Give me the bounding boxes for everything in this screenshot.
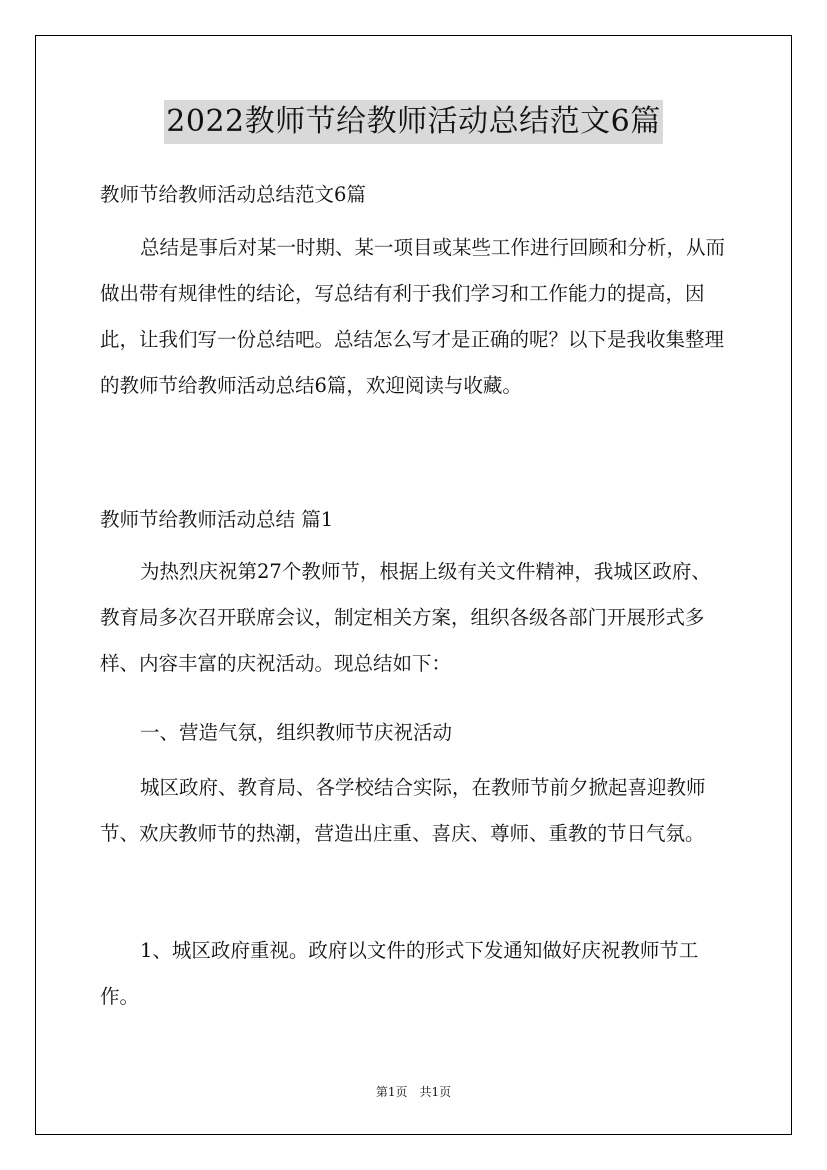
point-heading-1: 一、营造气氛，组织教师节庆祝活动: [140, 721, 453, 744]
page-footer: 第1页 共1页: [375, 1085, 452, 1099]
body-paragraph-2: 城区政府、教育局、各学校结合实际，在教师节前夕掀起喜迎教师节、欢庆教师节的热潮，营造出庄重、喜庆、尊师、重教的节日气氛。: [100, 776, 706, 845]
body-paragraph-1: 为热烈庆祝第27个教师节，根据上级有关文件精神，我城区政府、教育局多次召开联席会议，制定相关方案，组织各级各部门开展形式多样、内容丰富的庆祝活动。现总结如下：: [100, 560, 711, 675]
document-title: 2022教师节给教师活动总结范文6篇: [164, 100, 662, 144]
document-subtitle: 教师节给教师活动总结范文6篇: [100, 183, 366, 206]
intro-paragraph: 总结是事后对某一时期、某一项目或某些工作进行回顾和分析，从而做出带有规律性的结论，写总结有利于我们学习和工作能力的提高，因此，让我们写一份总结吧。总结怎么写才是正确的呢？以下是我收集整理的教师节给教师活动总结6篇，欢迎阅读与收藏。: [100, 236, 726, 397]
body-paragraph-3: 1、城区政府重视。政府以文件的形式下发通知做好庆祝教师节工作。: [100, 939, 699, 1008]
title-container: [0, 100, 827, 144]
section-heading: 教师节给教师活动总结 篇1: [100, 508, 334, 531]
